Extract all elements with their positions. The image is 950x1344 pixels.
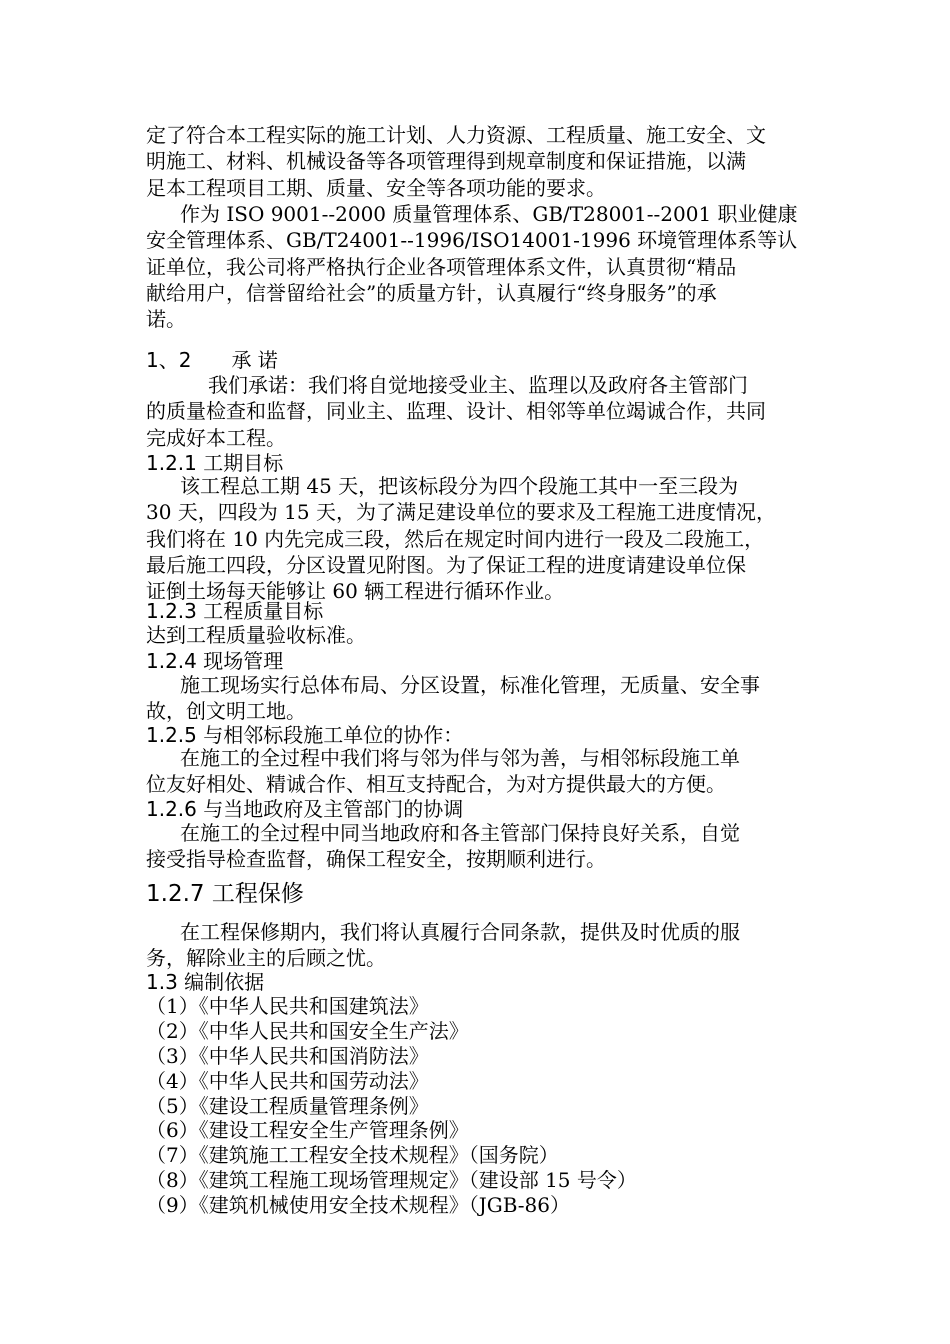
paragraph-line: 位友好相处、精诚合作、相互支持配合，为对方提供最大的方便。 [146,772,726,797]
paragraph-line: 的质量检查和监督，同业主、监理、设计、相邻等单位竭诚合作，共同 [146,399,766,424]
commitment-paragraph [146,372,810,451]
list-item: （6）《建设工程安全生产管理条例》 [146,1118,469,1143]
paragraph-line: 最后施工四段，分区设置见附图。为了保证工程的进度请建设单位保 [146,552,746,577]
paragraph-line: 接受指导检查监督，确保工程安全，按期顺利进行。 [146,847,606,872]
certification-paragraph [146,201,810,332]
coordination-paragraph [146,820,810,873]
paragraph-line: 明施工、材料、机械设备等各项管理得到规章制度和保证措施，以满 [146,149,746,174]
paragraph-line: 30 天，四段为 15 天，为了满足建设单位的要求及工程施工进度情况， [146,500,776,525]
list-item: （7）《建筑施工工程安全技术规程》（国务院） [146,1143,559,1168]
paragraph-line: 务，解除业主的后顾之忧。 [146,946,386,971]
list-item: （3）《中华人民共和国消防法》 [146,1043,429,1068]
quality-paragraph [146,622,810,648]
paragraph-line: 献给用户，信誉留给社会”的质量方针，认真履行“终身服务”的承 [146,280,717,305]
paragraph-line: 证倒土场每天能够让 60 辆工程进行循环作业。 [146,579,565,604]
list-item: （8）《建筑工程施工现场管理规定》（建设部 15 号令） [146,1168,637,1193]
paragraph-line: 达到工程质量验收标准。 [146,623,366,647]
list-item: （2）《中华人民共和国安全生产法》 [146,1018,469,1043]
warranty-paragraph [146,919,810,972]
section-heading-1-3: 1.3 编制依据 [146,970,265,994]
cooperation-paragraph [146,745,810,798]
paragraph-line: 诺。 [146,307,186,332]
section-heading-1-2-3: 1.2.3 工程质量目标 [146,599,324,623]
paragraph-line: 足本工程项目工期、质量、安全等各项功能的要求。 [146,175,606,200]
section-heading-1-2-1: 1.2.1 工期目标 [146,451,284,475]
paragraph-line: 我们承诺：我们将自觉地接受业主、监理以及政府各主管部门 [208,373,748,397]
list-item: （1）《中华人民共和国建筑法》 [146,994,429,1018]
basis-list [146,994,637,1218]
section-heading-1-2-7: 1.2.7 工程保修 [146,881,304,907]
paragraph-line: 该工程总工期 45 天，把该标段分为四个段施工其中一至三段为 [180,474,739,498]
paragraph-line: 在施工的全过程中同当地政府和各主管部门保持良好关系，自觉 [180,821,740,845]
paragraph-line: 安全管理体系、GB/T24001--1996/ISO14001-1996 环境管理体系等认 [146,228,798,253]
paragraph-line: 定了符合本工程实际的施工计划、人力资源、工程质量、施工安全、文 [146,123,766,147]
paragraph-line: 在工程保修期内，我们将认真履行合同条款，提供及时优质的服 [180,920,740,944]
paragraph-line: 故，创文明工地。 [146,699,306,724]
list-item: （5）《建设工程质量管理条例》 [146,1093,429,1118]
section-heading-1-2-6: 1.2.6 与当地政府及主管部门的协调 [146,797,464,821]
paragraph-line: 我们将在 10 内先完成三段，然后在规定时间内进行一段及二段施工， [146,526,765,551]
site-management-paragraph [146,672,810,725]
section-heading-1-2-5: 1.2.5 与相邻标段施工单位的协作： [146,723,464,747]
paragraph-line: 在施工的全过程中我们将与邻为伴与邻为善，与相邻标段施工单 [180,746,740,770]
list-item: （4）《中华人民共和国劳动法》 [146,1068,429,1093]
paragraph-line: 作为 ISO 9001--2000 质量管理体系、GB/T28001--2001 职业健康 [180,202,798,226]
schedule-paragraph [146,473,810,604]
section-heading-1-2-4: 1.2.4 现场管理 [146,649,284,673]
paragraph-line: 施工现场实行总体布局、分区设置，标准化管理，无质量、安全事 [180,673,760,697]
list-item: （9）《建筑机械使用安全技术规程》（JGB-86） [146,1193,570,1218]
section-heading-1-2: 1、2 承 诺 [146,348,278,372]
intro-paragraph [146,122,810,201]
paragraph-line: 证单位，我公司将严格执行企业各项管理体系文件，认真贯彻“精品 [146,254,737,279]
paragraph-line: 完成好本工程。 [146,425,286,450]
